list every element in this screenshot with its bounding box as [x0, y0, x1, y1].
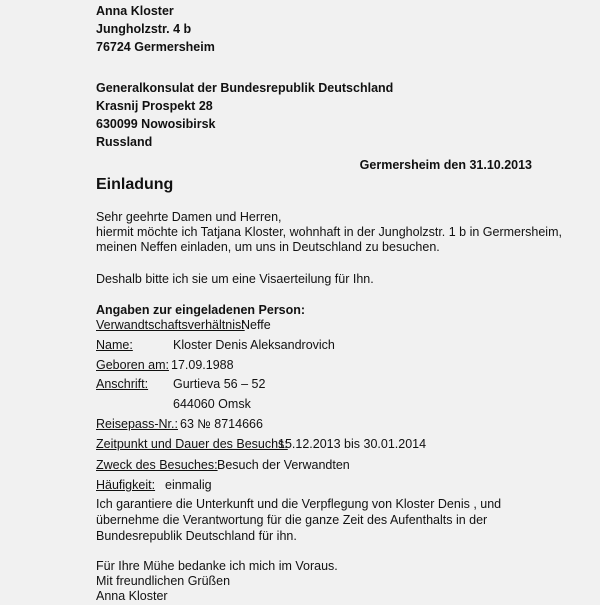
recipient-line-1: Generalkonsulat der Bundesrepublik Deutschland: [96, 81, 394, 95]
thanks-line: Für Ihre Mühe bedanke ich mich im Voraus.: [96, 559, 338, 573]
sender-name: Anna Kloster: [96, 4, 174, 18]
born-label: Geboren am:: [96, 358, 169, 372]
relation-value: Neffe: [241, 318, 271, 332]
signature-name: Anna Kloster: [96, 589, 168, 603]
period-value: 15.12.2013 bis 30.01.2014: [278, 437, 427, 451]
frequency-value: einmalig: [165, 478, 212, 492]
guarantee-line-1: Ich garantiere die Unterkunft und die Verpflegung von Kloster Denis , und: [96, 497, 502, 511]
recipient-line-3: 630099 Nowosibirsk: [96, 117, 216, 131]
sender-street: Jungholzstr. 4 b: [96, 22, 192, 36]
intro-line-2: meinen Neffen einladen, um uns in Deutschland zu besuchen.: [96, 240, 440, 254]
purpose-value: Besuch der Verwandten: [217, 458, 350, 472]
purpose-label: Zweck des Besuches:: [96, 458, 218, 472]
guarantee-line-3: Bundesrepublik Deutschland für ihn.: [96, 529, 297, 543]
address-label: Anschrift:: [96, 377, 149, 391]
address-value-1: Gurtieva 56 – 52: [173, 377, 266, 391]
recipient-line-4: Russland: [96, 135, 153, 149]
guarantee-line-2: übernehme die Verantwortung für die ganze Zeit des Aufenthalts in der: [96, 513, 488, 527]
name-value: Kloster Denis Aleksandrovich: [173, 338, 335, 352]
relation-label: Verwandtschaftsverhältnis:: [96, 318, 245, 332]
person-heading: Angaben zur eingeladenen Person:: [96, 303, 306, 317]
passport-value: 63 № 8714666: [180, 417, 263, 431]
frequency-label: Häufigkeit:: [96, 478, 156, 492]
intro-line-1: hiermit möchte ich Tatjana Kloster, wohnhaft in der Jungholzstr. 1 b in Germersheim,: [96, 225, 562, 239]
greeting-line: Mit freundlichen Grüßen: [96, 574, 231, 588]
visa-request: Deshalb bitte ich sie um eine Visaerteilung für Ihn.: [96, 272, 374, 286]
name-label: Name:: [96, 338, 133, 352]
address-value-2: 644060 Omsk: [173, 397, 251, 411]
sender-city: 76724 Germersheim: [96, 40, 215, 54]
born-value: 17.09.1988: [171, 358, 234, 372]
period-label: Zeitpunkt und Dauer des Besuchs:: [96, 437, 288, 451]
place-date: Germersheim den 31.10.2013: [359, 158, 532, 172]
recipient-line-2: Krasnij Prospekt 28: [96, 99, 213, 113]
subject-heading: Einladung: [96, 176, 174, 193]
salutation: Sehr geehrte Damen und Herren,: [96, 210, 282, 224]
passport-label: Reisepass-Nr.:: [96, 417, 178, 431]
